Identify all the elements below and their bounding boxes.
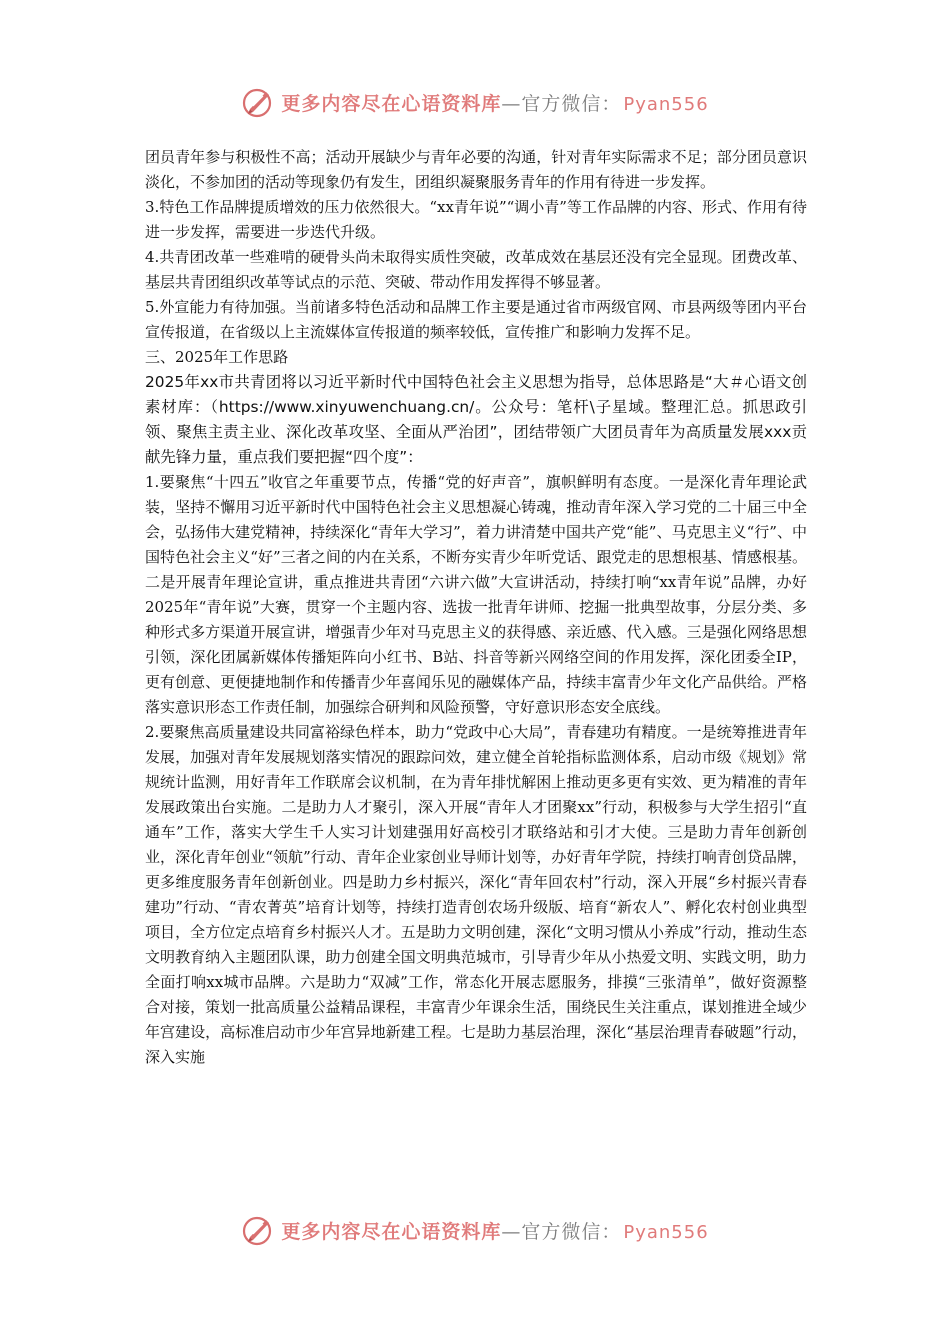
section-heading: 三、2025年工作思路: [145, 348, 289, 366]
paragraph-item-3: 3.特色工作品牌提质增效的压力依然很大。“xx青年说”“调小青”等工作品牌的内容、形式、作用有待进一步发挥，需要进一步迭代升级。: [145, 198, 807, 241]
banner-label: 官方微信：: [521, 1220, 622, 1243]
banner-text: [281, 89, 708, 116]
pen-logo-icon: [241, 85, 275, 119]
banner-contact: Pyan556: [623, 1221, 709, 1243]
banner-brand: 更多内容尽在心语资料库: [281, 92, 502, 115]
footer-banner: [0, 1208, 950, 1252]
paragraph-item-4: 4.共青团改革一些难啃的硬骨头尚未取得实质性突破，改革成效在基层还没有完全显现。团费改革、基层共青团组织改革等试点的示范、突破、带动作用发挥得不够显著。: [145, 248, 807, 291]
paragraph-focus-1: 1.要聚焦“十四五”收官之年重要节点，传播“党的好声音”，旗帜鲜明有态度。一是深化青年理论武装，坚持不懈用习近平新时代中国特色社会主义思想凝心铸魂，推动青年深入学习党的二十届三中全会，弘扬伟大建党精神，持续深化“青年大学习”，着力讲清楚中国共产党“能”、马克思主义“行”、中国特色社会主义“好”三者之间的内在关系，不断夯实青少年听党话、跟党走的思想根基、情感根基。二是开展青年理论宣讲，重点推进共青团“六讲六做”大宣讲活动，持续打响“xx青年说”品牌，办好2025年“青年说”大赛，贯穿一个主题内容、选拔一批青年讲师、挖掘一批典型故事，分层分类、多种形式多方渠道开展宣讲，增强青少年对马克思主义的获得感、亲近感、代入感。三是强化网络思想引领，深化团属新媒体传播矩阵向小红书、B站、抖音等新兴网络空间的作用发挥，深化团委全IP，更有创意、更便捷地制作和传播青少年喜闻乐见的融媒体产品，持续丰富青少年文化产品供给。严格落实意识形态工作责任制，加强综合研判和风险预警，守好意识形态安全底线。: [145, 473, 807, 716]
pen-logo-icon: [241, 1213, 275, 1247]
banner-brand: 更多内容尽在心语资料库: [281, 1220, 502, 1243]
paragraph-overall-approach: 2025年xx市共青团将以习近平新时代中国特色社会主义思想为指导，总体思路是“大＃心语文创素材库：（https://www.xinyuwenchuang.cn/。公众号：笔杆\子星域。整理汇总。抓思政引领、聚焦主责主业、深化改革攻坚、全面从严治团”，团结带领广大团员青年为高质量发展xxx贡献先锋力量，重点我们要把握“四个度”：: [145, 373, 807, 466]
document-body: [145, 145, 807, 1070]
banner-contact: Pyan556: [623, 93, 709, 115]
paragraph-item-5: 5.外宣能力有待加强。当前诸多特色活动和品牌工作主要是通过省市两级官网、市县两级等团内平台宣传报道，在省级以上主流媒体宣传报道的频率较低，宣传推广和影响力发挥不足。: [145, 298, 807, 341]
banner-text: [281, 1217, 708, 1244]
paragraph-continuation: 团员青年参与积极性不高；活动开展缺少与青年必要的沟通，针对青年实际需求不足；部分团员意识淡化，不参加团的活动等现象仍有发生，团组织凝聚服务青年的作用有待进一步发挥。: [145, 148, 807, 191]
banner-separator: —: [501, 92, 522, 115]
banner-separator: —: [501, 1220, 522, 1243]
paragraph-focus-2: 2.要聚焦高质量建设共同富裕绿色样本，助力“党政中心大局”，青春建功有精度。一是统筹推进青年发展，加强对青年发展规划落实情况的跟踪问效，建立健全首轮指标监测体系，启动市级《规划》常规统计监测，用好青年工作联席会议机制，在为青年排忧解困上推动更多更有实效、更为精准的青年发展政策出台实施。二是助力人才聚引，深入开展“青年人才团聚xx”行动，积极参与大学生招引“直通车”工作，落实大学生千人实习计划建强用好高校引才联络站和引才大使。三是助力青年创新创业，深化青年创业“领航”行动、青年企业家创业导师计划等，办好青年学院，持续打响青创贷品牌，更多维度服务青年创新创业。四是助力乡村振兴，深化“青年回农村”行动，深入开展“乡村振兴青春建功”行动、“青农菁英”培育计划等，持续打造青创农场升级版、培育“新农人”、孵化农村创业典型项目，全方位定点培育乡村振兴人才。五是助力文明创建，深化“文明习惯从小养成”行动，推动生态文明教育纳入主题团队课，助力创建全国文明典范城市，引导青少年从小热爱文明、实践文明，助力全面打响xx城市品牌。六是助力“双减”工作，常态化开展志愿服务，排摸“三张清单”，做好资源整合对接，策划一批高质量公益精品课程，丰富青少年课余生活，围绕民生关注重点，谋划推进全域少年宫建设，高标准启动市少年宫异地新建工程。七是助力基层治理，深化“基层治理青春破题”行动，深入实施: [145, 723, 807, 1066]
header-banner: [0, 80, 950, 124]
banner-label: 官方微信：: [521, 92, 622, 115]
